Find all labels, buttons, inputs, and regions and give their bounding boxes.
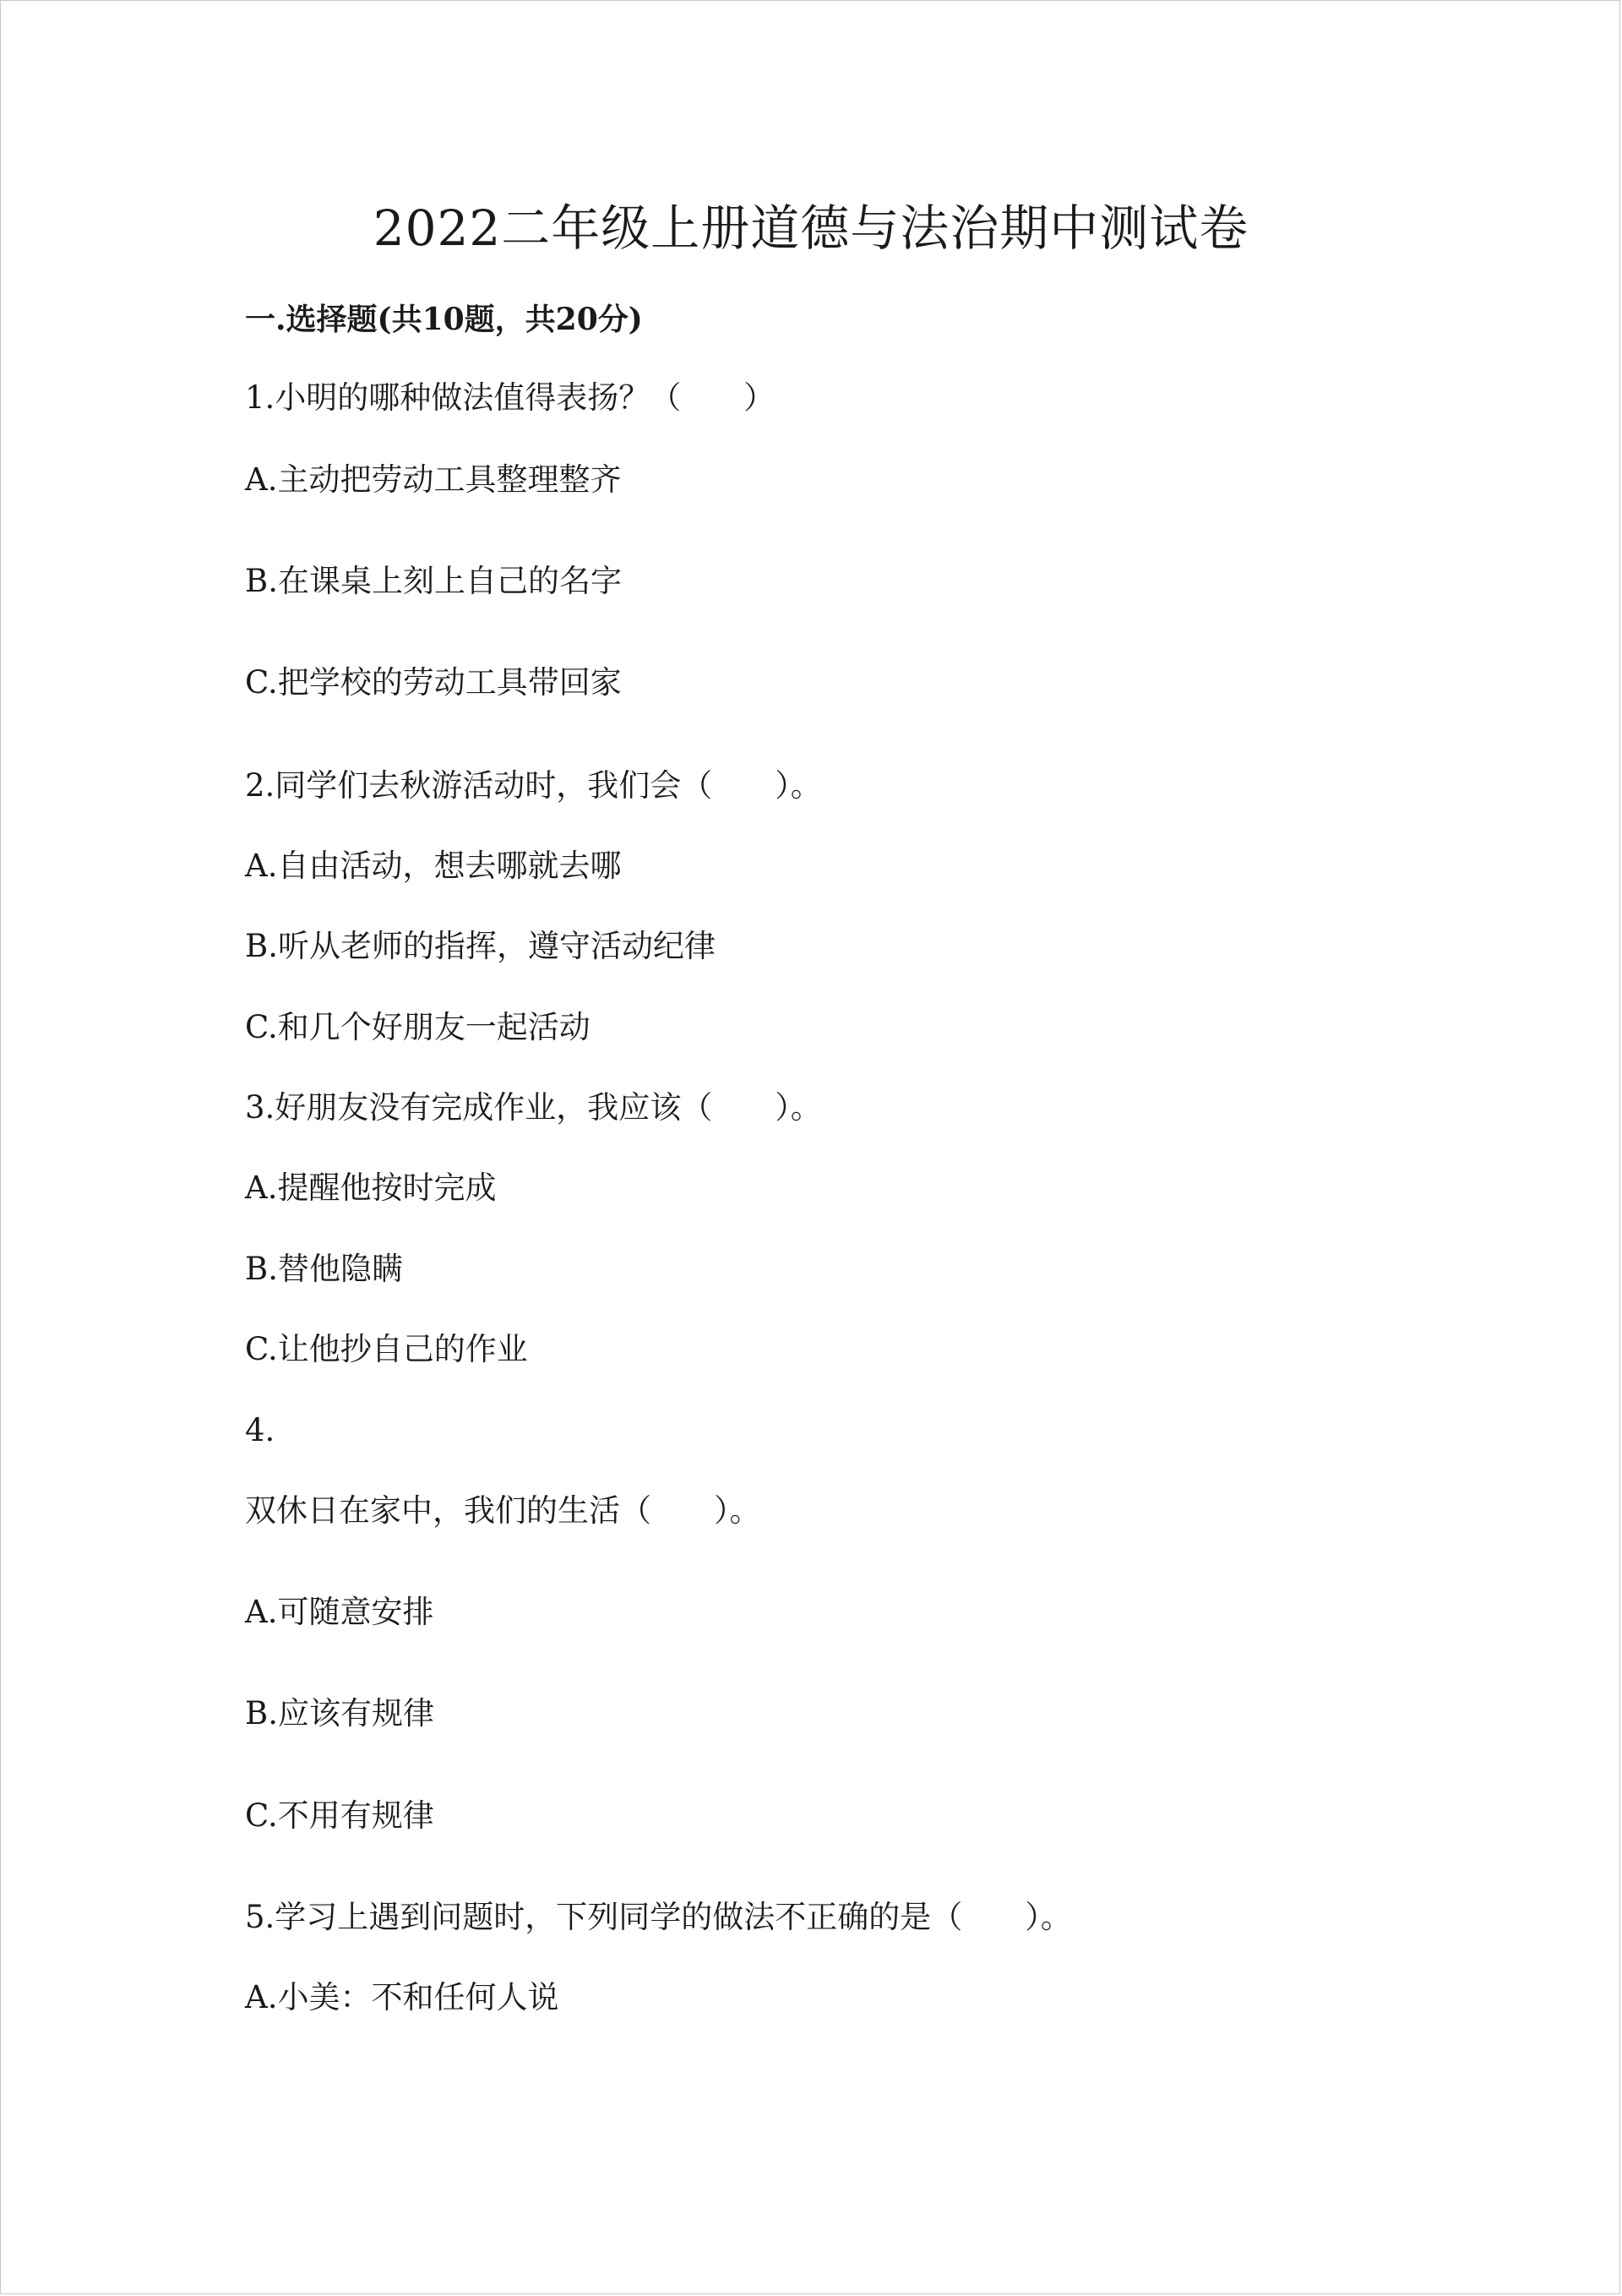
question-3-option-a: A.提醒他按时完成: [245, 1170, 497, 1206]
question-2-option-a: A.自由活动，想去哪就去哪: [245, 848, 622, 884]
question-2-option-c: C.和几个好朋友一起活动: [245, 1009, 591, 1045]
question-2-option-b: B.听从老师的指挥，遵守活动纪律: [245, 928, 716, 964]
question-1-option-b: B.在课桌上刻上自己的名字: [245, 563, 622, 599]
question-1-option-a: A.主动把劳动工具整理整齐: [245, 461, 622, 498]
question-3-stem: 3.好朋友没有完成作业，我应该（ ）。: [245, 1089, 822, 1126]
question-3-option-b: B.替他隐瞒: [245, 1251, 403, 1287]
question-1-stem: 1.小明的哪种做法值得表扬？（ ）: [245, 379, 776, 416]
question-4-option-b: B.应该有规律: [245, 1695, 434, 1732]
question-1-option-c: C.把学校的劳动工具带回家: [245, 664, 622, 701]
question-3-option-c: C.让他抄自己的作业: [245, 1331, 528, 1367]
question-5-stem: 5.学习上遇到问题时，下列同学的做法不正确的是（ ）。: [245, 1899, 1072, 1935]
question-4-number: 4.: [245, 1412, 275, 1448]
question-4-stem: 双休日在家中，我们的生活（ ）。: [245, 1492, 761, 1529]
question-5-option-a: A.小美：不和任何人说: [245, 1979, 559, 2015]
section-heading: 一.选择题(共10题，共20分): [245, 302, 643, 337]
question-4-option-a: A.可随意安排: [245, 1594, 434, 1630]
question-2-stem: 2.同学们去秋游活动时，我们会（ ）。: [245, 767, 822, 804]
page-title: 2022二年级上册道德与法治期中测试卷: [373, 199, 1249, 257]
question-4-option-c: C.不用有规律: [245, 1797, 434, 1834]
